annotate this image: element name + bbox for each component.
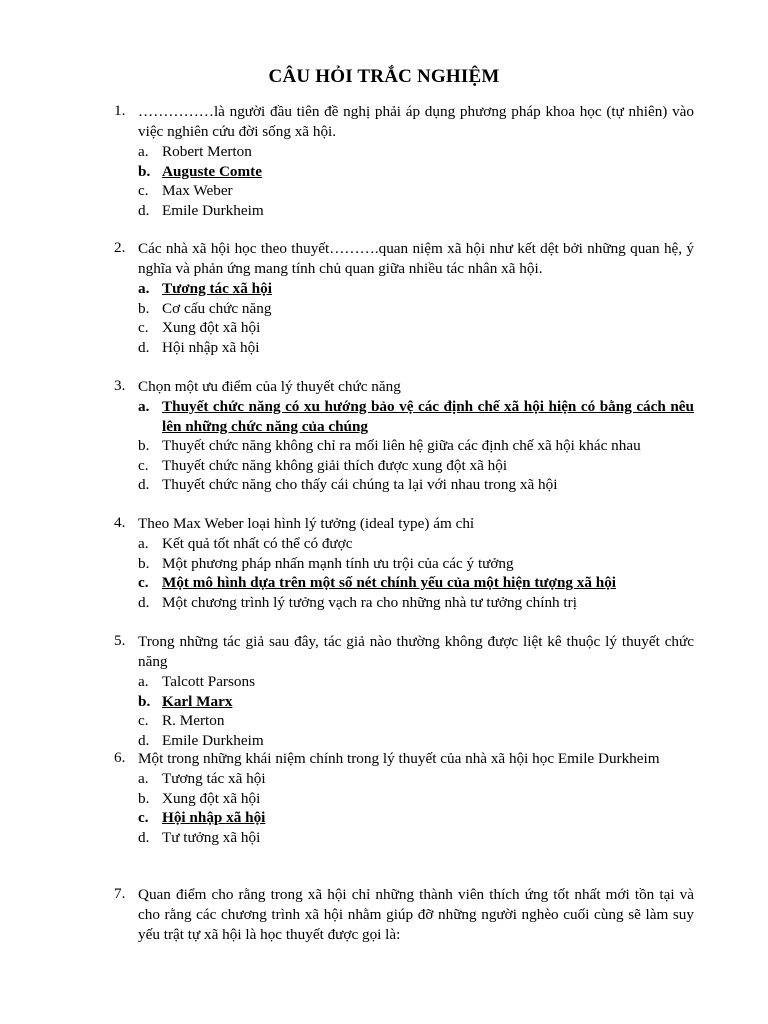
option-text: Một chương trình lý tưởng vạch ra cho những nhà tư tưởng chính trị [162,593,577,611]
option-b [114,299,694,319]
question-text: ……………là người đầu tiên đề nghị phải áp dụng phương pháp khoa học (tự nhiên) vào việc nghiên cứu đời sống xã hội. [138,103,694,140]
question-number: 1. [114,102,126,119]
option-letter: d. [138,201,150,219]
question-text: Theo Max Weber loại hình lý tưởng (ideal type) ám chỉ [138,515,475,532]
option-a [114,769,694,789]
question-text: Quan điểm cho rằng trong xã hội chỉ những thành viên thích ứng tốt nhất mới tồn tại và cho rằng các chương trình xã hội nhằm giúp đỡ những người nghèo cuối cùng sẽ làm suy yếu trật tự xã hội là học thuyết được gọi là: [138,886,694,943]
option-text: Max Weber [162,182,233,200]
option-letter: b. [138,437,150,455]
option-letter: c. [138,574,149,592]
option-b [114,789,694,809]
option-text: Tư tưởng xã hội [162,828,261,846]
option-a-correct [114,279,694,299]
option-letter: b. [138,162,151,180]
option-text: Auguste Comte [162,162,262,180]
option-letter: d. [138,338,150,356]
option-letter: d. [138,593,150,611]
option-d [114,201,694,221]
option-b-correct [114,162,694,182]
option-d [114,475,694,495]
option-letter: b. [138,554,150,572]
option-a-correct [114,397,694,436]
option-letter: a. [138,398,150,415]
option-text: Xung đột xã hội [162,319,261,337]
option-text: Emile Durkheim [162,731,264,749]
option-text: Talcott Parsons [162,673,256,690]
option-letter: a. [138,143,149,160]
option-text: Thuyết chức năng không giải thích được xung đột xã hội [162,456,508,474]
option-c [114,456,694,476]
option-letter: d. [138,731,150,749]
option-text: Thuyết chức năng không chỉ ra mối liên hệ giữa các định chế xã hội khác nhau [162,437,641,455]
option-letter: d. [138,828,150,846]
question-number: 7. [114,885,126,902]
question-number: 5. [114,632,126,649]
option-letter: c. [138,809,149,827]
option-text: Thuyết chức năng có xu hướng bảo vệ các định chế xã hội hiện có bằng cách nêu lên những chức năng của chúng [162,398,694,435]
question-number: 4. [114,514,126,531]
question-text: Các nhà xã hội học theo thuyết……….quan niệm xã hội như kết dệt bởi những quan hệ, ý nghĩa và phản ứng mang tính chủ quan giữa nhiều tác nhân xã hội. [138,240,694,277]
option-text: Xung đột xã hội [162,789,261,807]
option-text: Karl Marx [162,692,233,710]
option-text: Robert Merton [162,143,252,160]
option-b-correct [114,692,694,712]
option-text: Một mô hình dựa trên một số nét chính yếu của một hiện tượng xã hội [162,574,617,592]
option-letter: b. [138,299,150,317]
option-letter: d. [138,476,150,494]
question-6 [114,749,694,847]
option-a [114,142,694,162]
option-text: Hội nhập xã hội [162,809,266,827]
option-a [114,672,694,692]
option-c [114,711,694,731]
option-d [114,828,694,848]
option-letter: c. [138,712,149,730]
option-d [114,593,694,613]
question-text: Chọn một ưu điểm của lý thuyết chức năng [138,378,401,395]
option-text: Emile Durkheim [162,201,264,219]
option-letter: a. [138,535,149,552]
question-text: Trong những tác giả sau đây, tác giả nào thường không được liệt kê thuộc lý thuyết chức năng [138,633,694,670]
question-number: 2. [114,239,126,256]
option-letter: b. [138,789,150,807]
question-2 [114,239,694,357]
question-4 [114,514,694,612]
option-letter: b. [138,692,151,710]
option-b [114,436,694,456]
option-text: R. Merton [162,712,225,730]
option-c [114,181,694,201]
option-text: Cơ cấu chức năng [162,299,272,317]
option-c [114,318,694,338]
option-text: Kết quả tốt nhất có thể có được [162,535,353,552]
option-letter: a. [138,673,149,690]
question-number: 6. [114,749,126,766]
page-title: CÂU HỎI TRẮC NGHIỆM [268,66,500,87]
option-d [114,338,694,358]
question-3 [114,377,694,495]
option-letter: a. [138,280,150,297]
question-1 [114,102,694,220]
option-a [114,534,694,554]
option-letter: c. [138,319,149,337]
option-text: Tương tác xã hội [162,280,272,297]
option-letter: c. [138,182,149,200]
option-c-correct [114,573,694,593]
option-c-correct [114,808,694,828]
question-text: Một trong những khái niệm chính trong lý thuyết của nhà xã hội học Emile Durkheim [138,750,660,767]
option-letter: c. [138,456,149,474]
option-text: Thuyết chức năng cho thấy cái chúng ta lại với nhau trong xã hội [162,476,558,494]
option-d [114,731,694,751]
option-text: Hội nhập xã hội [162,338,260,356]
option-b [114,554,694,574]
question-5 [114,632,694,750]
option-text: Tương tác xã hội [162,770,266,787]
option-text: Một phương pháp nhấn mạnh tính ưu trội của các ý tưởng [162,554,514,572]
question-number: 3. [114,377,126,394]
question-7 [114,885,694,945]
option-letter: a. [138,770,149,787]
